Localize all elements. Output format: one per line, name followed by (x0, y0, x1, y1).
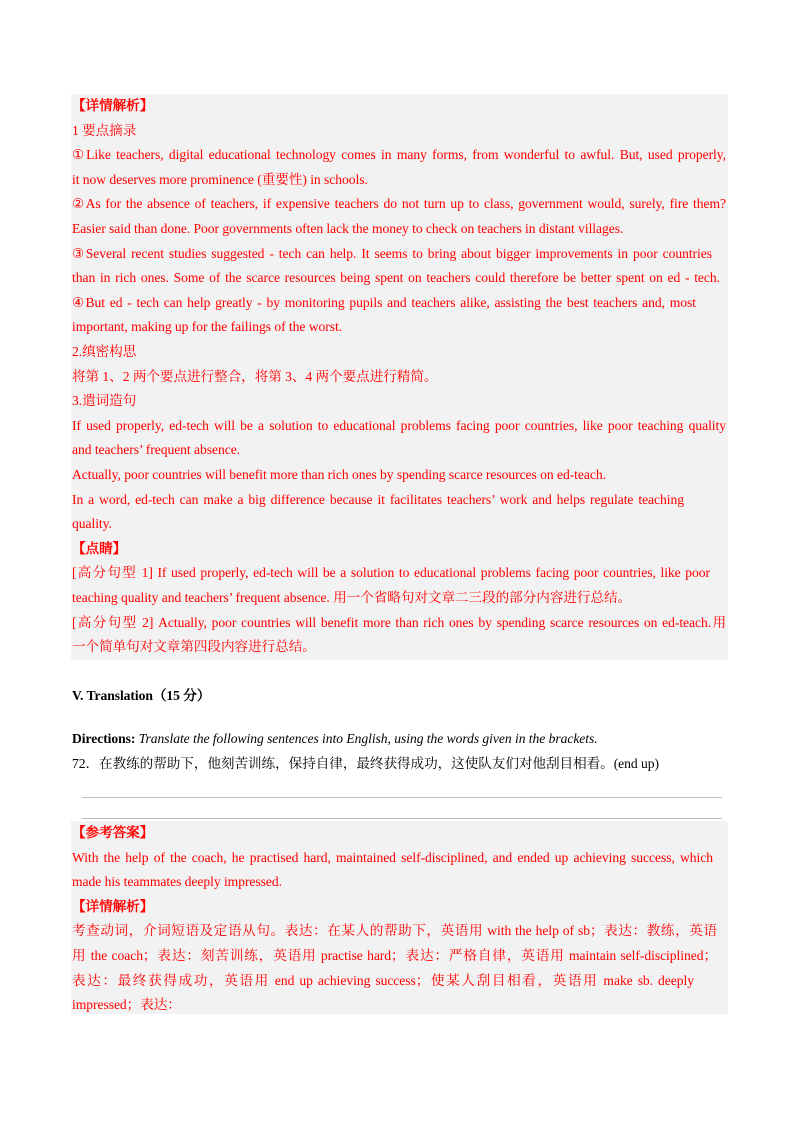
analysis-line: ①Like teachers, digital educational technology comes in many forms, from wonderful to awful. But, used properly, (72, 147, 726, 163)
analysis-line: than in rich ones. Some of the scarce resources being spent on teachers could therefore be better spent on ed - tech. (72, 270, 720, 286)
analysis-line: 将第 1、2 两个要点进行整合，将第 3、4 两个要点进行精简。 (72, 368, 438, 384)
analysis-line: 1 要点摘录 (72, 122, 137, 138)
analysis-line: it now deserves more prominence (重要性) in schools. (72, 171, 368, 187)
directions-text: Translate the following sentences into English, using the words given in the brackets. (135, 731, 598, 746)
analysis-line: 2.缜密构思 (72, 344, 137, 359)
analysis-line: ②As for the absence of teachers, if expensive teachers do not turn up to class, government would, surely, fire them? (72, 196, 726, 212)
analysis-line: Easier said than done. Poor governments often lack the money to check on teachers in distant villages. (72, 221, 624, 236)
answer-analysis-line: impressed；表达： (72, 997, 181, 1013)
tip-line: teaching quality and teachers’ frequent absence. 用一个省略句对文章二三段的部分内容进行总结。 (72, 590, 632, 605)
tip-line: 一个简单句对文章第四段内容进行总结。 (72, 639, 316, 655)
analysis-line: ③Several recent studies suggested - tech can help. It seems to bring about bigger improvements in poor countries (72, 245, 712, 261)
answer-rule (82, 797, 722, 798)
question-72: 72．在教练的帮助下，他刻苦训练，保持自律，最终获得成功，这使队友们对他刮目相看。(end up) (72, 756, 659, 771)
tip-heading: 【点睛】 (72, 540, 127, 556)
answer-rule (82, 818, 722, 819)
analysis-heading: 【详情解析】 (72, 98, 154, 113)
answer-analysis-heading: 【详情解析】 (72, 898, 154, 914)
analysis-box (71, 94, 728, 660)
answer-box (71, 821, 728, 1014)
section-title: V. Translation（15 分） (72, 688, 211, 703)
tip-line: [高分句型 2] Actually, poor countries will benefit more than rich ones by spending scarce resources on ed-teach.用 (72, 614, 726, 630)
analysis-line: In a word, ed-tech can make a big difference because it facilitates teachers’ work and helps regulate teaching (72, 491, 684, 507)
directions-label: Directions: (72, 731, 136, 746)
analysis-line: ④But ed - tech can help greatly - by monitoring pupils and teachers alike, assisting the best teachers and, most (72, 294, 696, 310)
answer-line: made his teammates deeply impressed. (72, 874, 282, 890)
tip-line: [高分句型 1] If used properly, ed-tech will be a solution to educational problems facing poor countries, like poor (72, 565, 710, 581)
answer-analysis-line: 用 the coach；表达：刻苦训练，英语用 practise hard；表达：严格自律，英语用 maintain self-disciplined； (72, 948, 717, 963)
answer-line: With the help of the coach, he practised hard, maintained self-disciplined, and ended up achieving success, which (72, 849, 713, 865)
directions (72, 727, 732, 752)
answer-analysis-line: 考查动词，介词短语及定语从句。表达：在某人的帮助下，英语用 with the help of sb；表达：教练，英语 (72, 923, 717, 939)
analysis-line: 3.遣词造句 (72, 393, 137, 409)
analysis-line: and teachers’ frequent absence. (72, 442, 241, 458)
analysis-line: quality. (72, 516, 112, 532)
analysis-line: Actually, poor countries will benefit more than rich ones by spending scarce resources on ed-teach. (72, 467, 606, 482)
analysis-line: If used properly, ed-tech will be a solution to educational problems facing poor countries, like poor teaching quality (72, 417, 726, 433)
analysis-line: important, making up for the failings of the worst. (72, 319, 343, 335)
answer-heading: 【参考答案】 (72, 825, 154, 840)
answer-analysis-line: 表达：最终获得成功，英语用 end up achieving success；使某人刮目相看，英语用 make sb. deeply (72, 972, 694, 988)
